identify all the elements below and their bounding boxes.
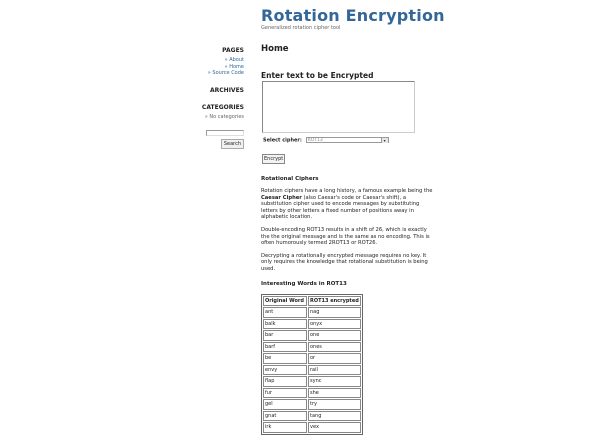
original-word-cell: barf <box>263 342 307 353</box>
site-description: Generalized rotation cipher tool <box>261 25 341 31</box>
original-word-cell: envy <box>263 365 307 376</box>
column-header-original: Original Word <box>263 296 307 307</box>
pages-heading: PAGES <box>222 47 244 54</box>
original-word-cell: bar <box>263 330 307 341</box>
para1-text-a: Rotation ciphers have a long history, a famous example being the <box>261 188 433 194</box>
encrypt-button[interactable]: Encrypt <box>264 156 284 162</box>
interesting-words-heading: Interesting Words in ROT13 <box>261 280 347 287</box>
rot13-word-cell: sync <box>308 376 361 387</box>
paragraph-double-encoding: Double-encoding ROT13 results in a shift of 26, which is exactly the the original message and is the same as no encoding. This is often humorously termed 2ROT13 or ROT26. <box>261 226 430 247</box>
words-table-body <box>263 307 361 433</box>
table-row <box>263 399 361 410</box>
search-button[interactable]: Search <box>221 139 244 149</box>
words-table <box>261 294 363 435</box>
rot13-word-cell: vex <box>308 422 361 433</box>
original-word-cell: balk <box>263 319 307 330</box>
column-header-rot13: ROT13 encrypted <box>308 296 361 307</box>
categories-list <box>124 114 244 121</box>
sidebar <box>124 47 244 149</box>
page-title: Home <box>261 44 289 54</box>
table-row <box>263 353 361 364</box>
para1-text-b: (also Caesar's code or Caesar's shift), a substitution cipher used to encode messages by substituting letters by other letters a fixed number of positions away in alphabetic location. <box>261 194 420 221</box>
sidebar-link-about[interactable]: » About <box>224 57 244 63</box>
rot13-word-cell: she <box>308 388 361 399</box>
original-word-cell: be <box>263 353 307 364</box>
rot13-word-cell: tang <box>308 411 361 422</box>
sidebar-link-home[interactable]: » Home <box>224 63 244 70</box>
table-row <box>263 422 361 433</box>
categories-heading: CATEGORIES <box>201 103 244 111</box>
table-row <box>263 342 361 353</box>
main-content <box>261 44 436 435</box>
caesar-cipher-bold: Caesar Cipher <box>261 194 302 201</box>
cipher-row <box>263 137 436 145</box>
cipher-select[interactable] <box>306 137 389 143</box>
table-row <box>263 376 361 387</box>
table-row <box>263 388 361 399</box>
table-row <box>263 411 361 422</box>
rot13-word-cell: nag <box>308 307 361 318</box>
original-word-cell: flap <box>263 376 307 387</box>
rot13-word-cell: one <box>308 330 361 341</box>
chevron-down-icon[interactable]: ▾ <box>381 138 388 143</box>
paragraph-decrypting: Decrypting a rotationally encrypted message requires no key. It only requires the knowledge that rotational substitution is being used. <box>261 252 428 272</box>
rot13-word-cell: rail <box>308 365 361 376</box>
table-header-row <box>263 296 361 307</box>
table-row <box>263 307 361 318</box>
table-row <box>263 365 361 376</box>
search-input[interactable] <box>206 130 244 136</box>
rot13-word-cell: try <box>308 399 361 410</box>
search-form <box>124 130 244 149</box>
cipher-label: Select cipher: <box>263 137 302 144</box>
plaintext-textarea[interactable] <box>262 81 415 133</box>
no-categories-item: » No categories <box>204 113 244 120</box>
rot13-word-cell: or <box>308 353 361 364</box>
cipher-selected-value: ROT13 <box>307 138 323 143</box>
rot13-word-cell: onyx <box>308 319 361 330</box>
form-heading: Enter text to be Encrypted <box>261 71 374 80</box>
original-word-cell: gel <box>263 399 307 410</box>
original-word-cell: ant <box>263 307 307 318</box>
original-word-cell: gnat <box>263 411 307 422</box>
rotational-ciphers-heading: Rotational Ciphers <box>261 176 319 182</box>
paragraph-history <box>261 188 436 221</box>
rot13-word-cell: ones <box>308 342 361 353</box>
archives-heading: ARCHIVES <box>210 86 244 94</box>
pages-list <box>124 57 244 77</box>
site-title[interactable]: Rotation Encryption <box>261 6 445 25</box>
table-row <box>263 319 361 330</box>
original-word-cell: fur <box>263 388 307 399</box>
sidebar-link-source-code[interactable]: » Source Code <box>207 70 244 76</box>
original-word-cell: irk <box>263 422 307 433</box>
table-row <box>263 330 361 341</box>
